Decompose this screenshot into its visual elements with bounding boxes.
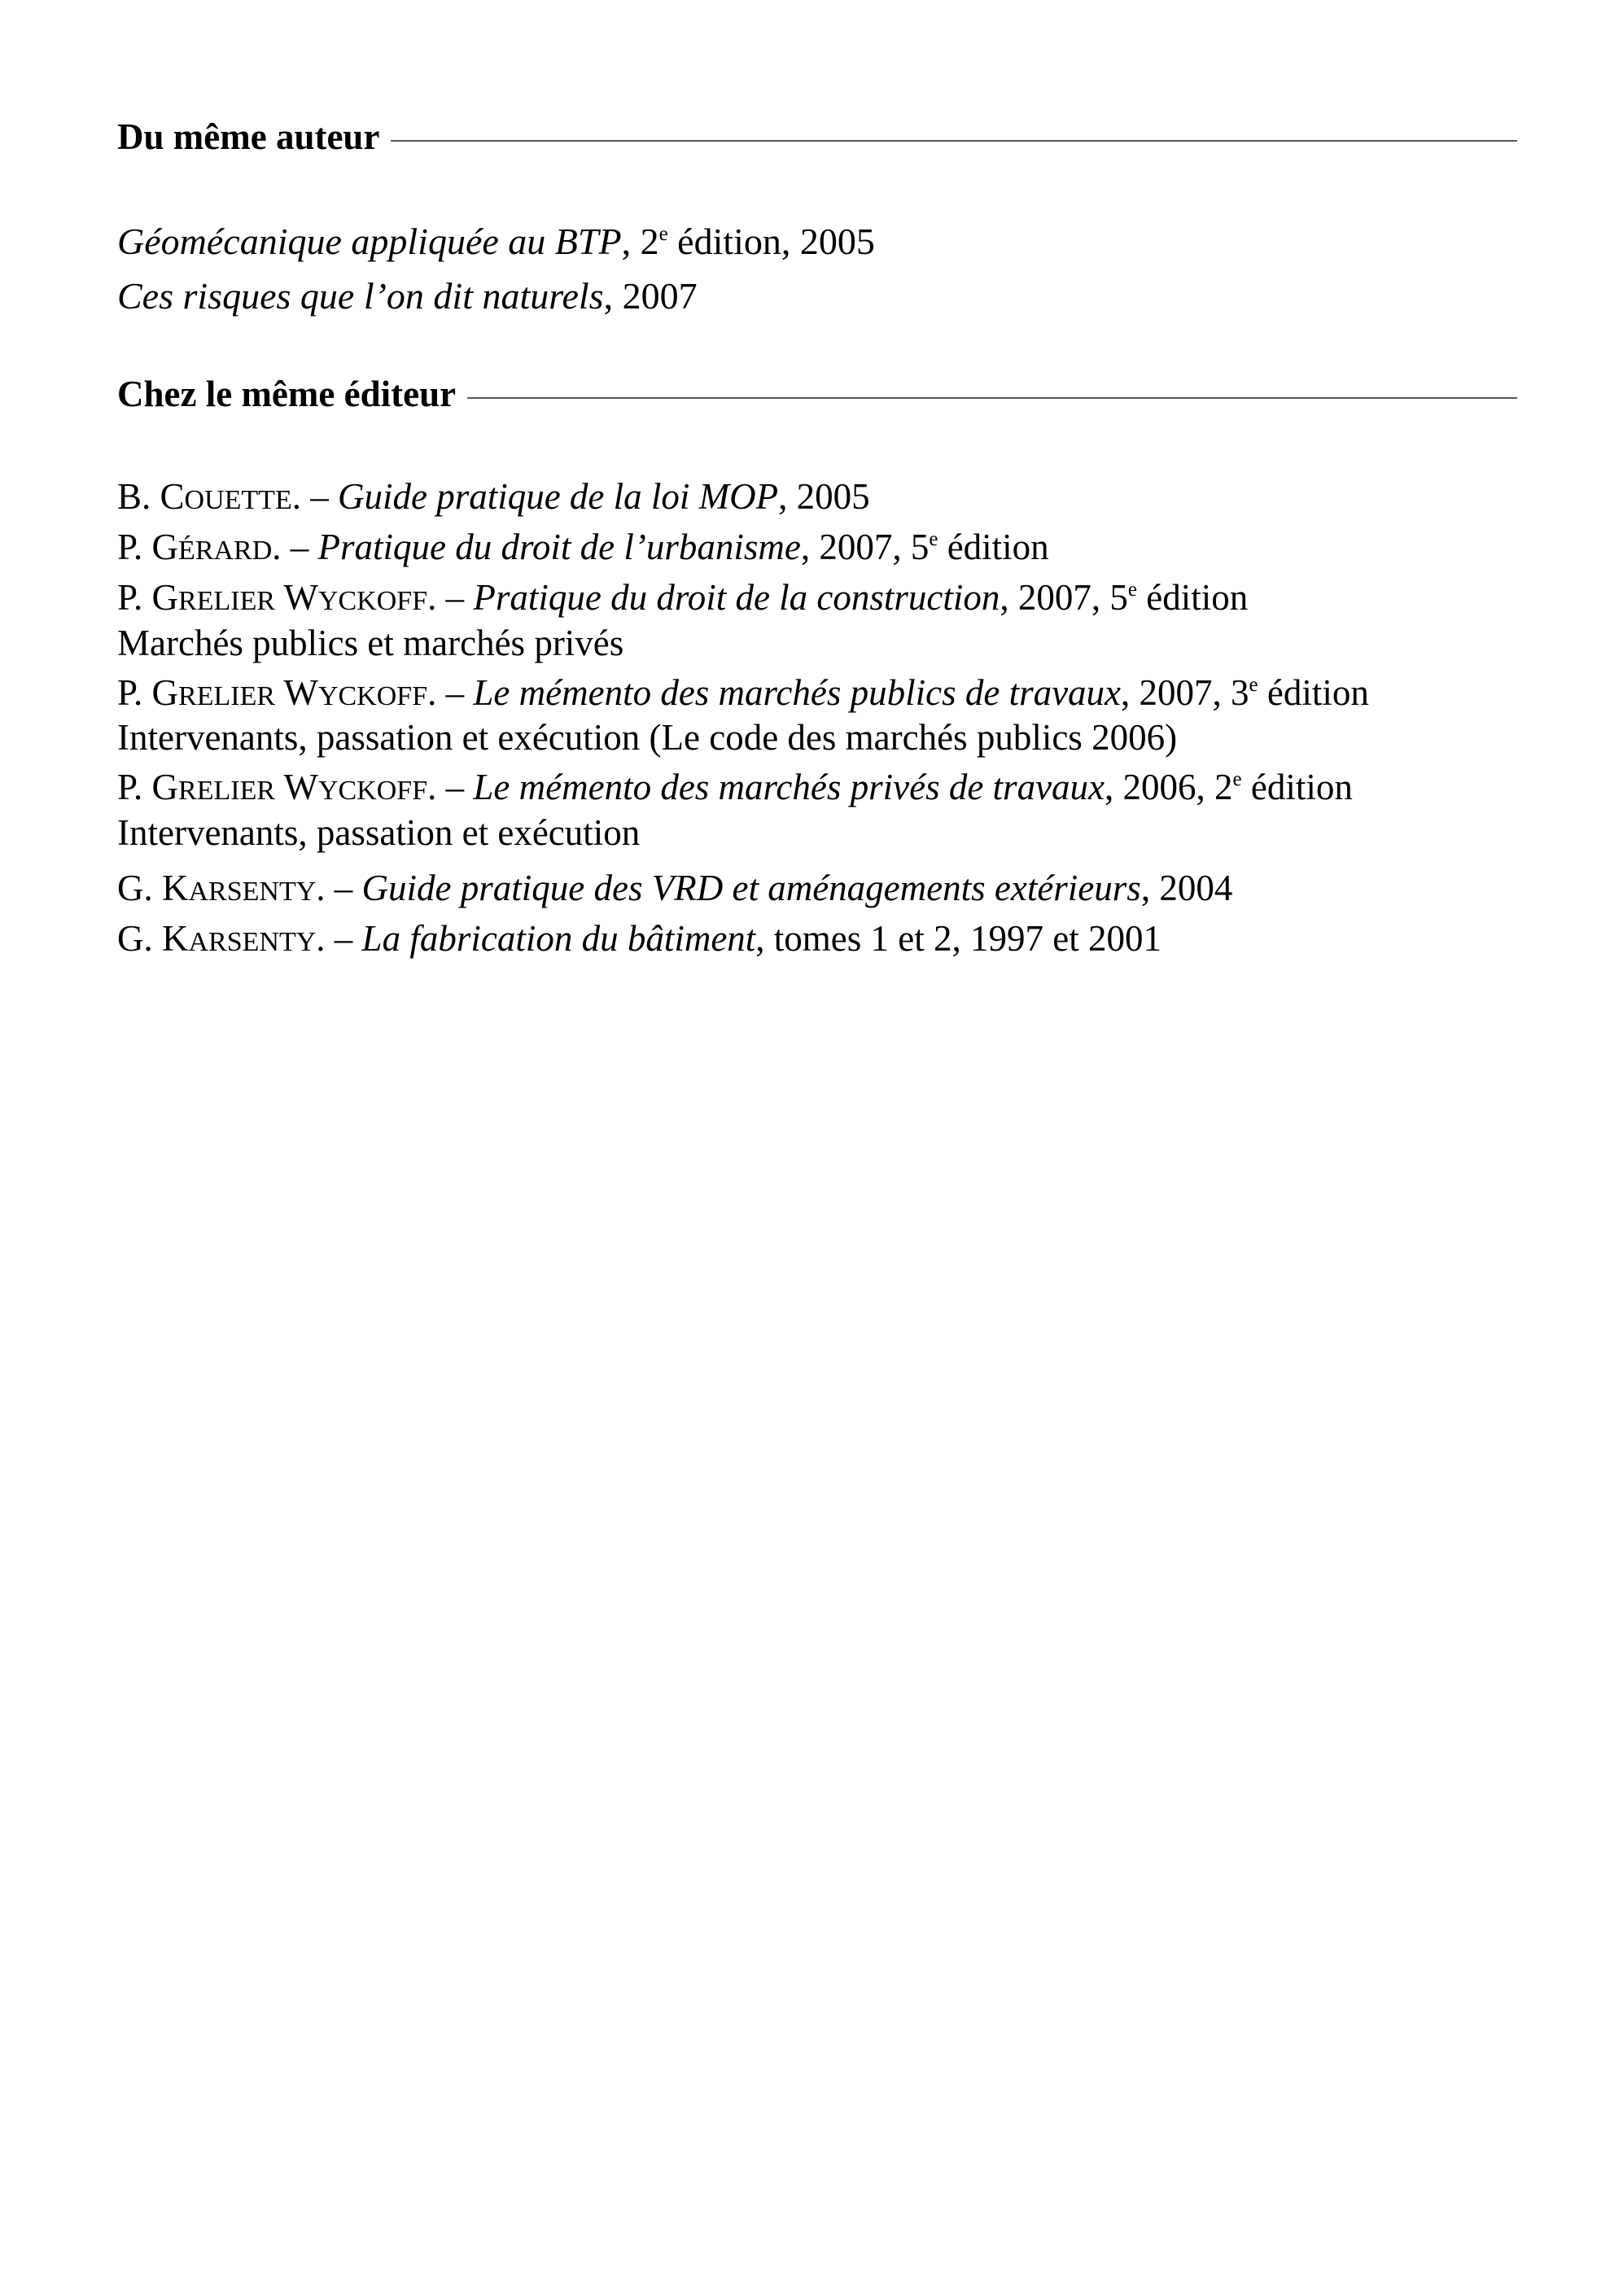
entry-after: édition (938, 527, 1049, 567)
entry-smallcaps: OUETTE (184, 485, 292, 515)
book-sup: e (658, 223, 668, 245)
entry-smallcaps: YCKOFF (317, 586, 428, 616)
publisher-entry-7 (117, 918, 1161, 959)
entry-sup: e (1127, 579, 1138, 601)
entry-rest: , 2007, 5 (1000, 577, 1128, 618)
entry-initial: G. K (117, 868, 189, 908)
entry-smallcaps: ARSENTY (188, 877, 317, 907)
publisher-entry-3-subtitle: Marchés publics et marchés privés (117, 623, 624, 663)
entry-initial: P. G (117, 767, 179, 807)
entry-dash: . – (291, 476, 338, 517)
entry-after: édition (1258, 672, 1369, 713)
book-rest: , 2007 (603, 275, 698, 317)
heading-rule (391, 140, 1517, 142)
entry-rest: , 2006, 2 (1105, 767, 1233, 807)
book-title: Géomécanique appliquée au BTP (117, 221, 622, 262)
publisher-entry-4-subtitle: Intervenants, passation et exécution (Le code des marchés publics 2006) (117, 717, 1178, 758)
publisher-entry-2 (117, 529, 1049, 566)
entry-title: Pratique du droit de l’urbanisme (317, 527, 801, 567)
entry-initial: G. K (117, 918, 189, 959)
entry-initial: P. G (117, 577, 179, 618)
entry-title: Guide pratique de la loi MOP (337, 476, 779, 517)
entry-smallcaps: YCKOFF (317, 776, 428, 806)
section-heading-publisher-text: Chez le même éditeur (117, 374, 457, 414)
entry-dash: . – (427, 672, 474, 713)
author-book-1 (117, 223, 875, 260)
entry-after: édition (1137, 577, 1249, 618)
publisher-entry-3 (117, 579, 1248, 616)
entry-initial: B. C (117, 476, 185, 517)
entry-dash: . – (272, 527, 318, 567)
entry-dash: . – (427, 577, 474, 618)
entry-rest: , 2007, 5 (800, 527, 930, 567)
entry-smallcaps: ÉRARD (178, 536, 273, 566)
section-heading-author-text: Du même auteur (117, 116, 380, 157)
entry-sup: e (1232, 768, 1242, 790)
entry-mid: W (275, 672, 318, 713)
entry-rest: , 2004 (1140, 868, 1233, 908)
entry-after: édition (1241, 767, 1353, 807)
author-book-2 (117, 275, 698, 317)
entry-title: Guide pratique des VRD et aménagements extérieurs (361, 868, 1141, 908)
publisher-entry-6 (117, 870, 1232, 907)
entry-sup: e (929, 528, 938, 550)
entry-rest: , tomes 1 et 2, 1997 et 2001 (755, 918, 1161, 959)
publisher-entry-4 (117, 672, 1369, 713)
entry-title: La fabrication du bâtiment (361, 918, 756, 959)
entry-rest: , 2007, 3 (1121, 672, 1249, 713)
entry-initial: P. G (117, 527, 179, 567)
entry-sup: e (1249, 674, 1258, 696)
entry-mid: W (275, 767, 318, 807)
book-title: Ces risques que l’on dit naturels (117, 275, 604, 317)
entry-smallcaps: RELIER (178, 776, 276, 806)
publisher-entry-5-subtitle: Intervenants, passation et exécution (117, 812, 641, 853)
entry-smallcaps: ARSENTY (188, 927, 317, 957)
entry-smallcaps: RELIER (178, 586, 276, 616)
entry-smallcaps: RELIER (178, 681, 276, 711)
entry-initial: P. G (117, 672, 179, 713)
entry-dash: . – (316, 868, 362, 908)
publisher-entry-1 (117, 476, 870, 517)
entry-title: Le mémento des marchés publics de travaux (473, 672, 1122, 713)
entry-dash: . – (427, 767, 474, 807)
entry-title: Pratique du droit de la construction (473, 577, 1000, 618)
section-heading-author (117, 116, 1517, 157)
entry-mid: W (275, 577, 318, 618)
entry-dash: . – (316, 918, 362, 959)
section-heading-publisher (117, 376, 1517, 413)
book-rest: édition, 2005 (667, 221, 875, 262)
entry-title: Le mémento des marchés privés de travaux (473, 767, 1105, 807)
publisher-entry-5 (117, 769, 1353, 806)
entry-smallcaps: YCKOFF (317, 681, 428, 711)
book-sep: , 2 (621, 221, 659, 262)
heading-rule (467, 397, 1517, 399)
entry-rest: , 2005 (778, 476, 870, 517)
